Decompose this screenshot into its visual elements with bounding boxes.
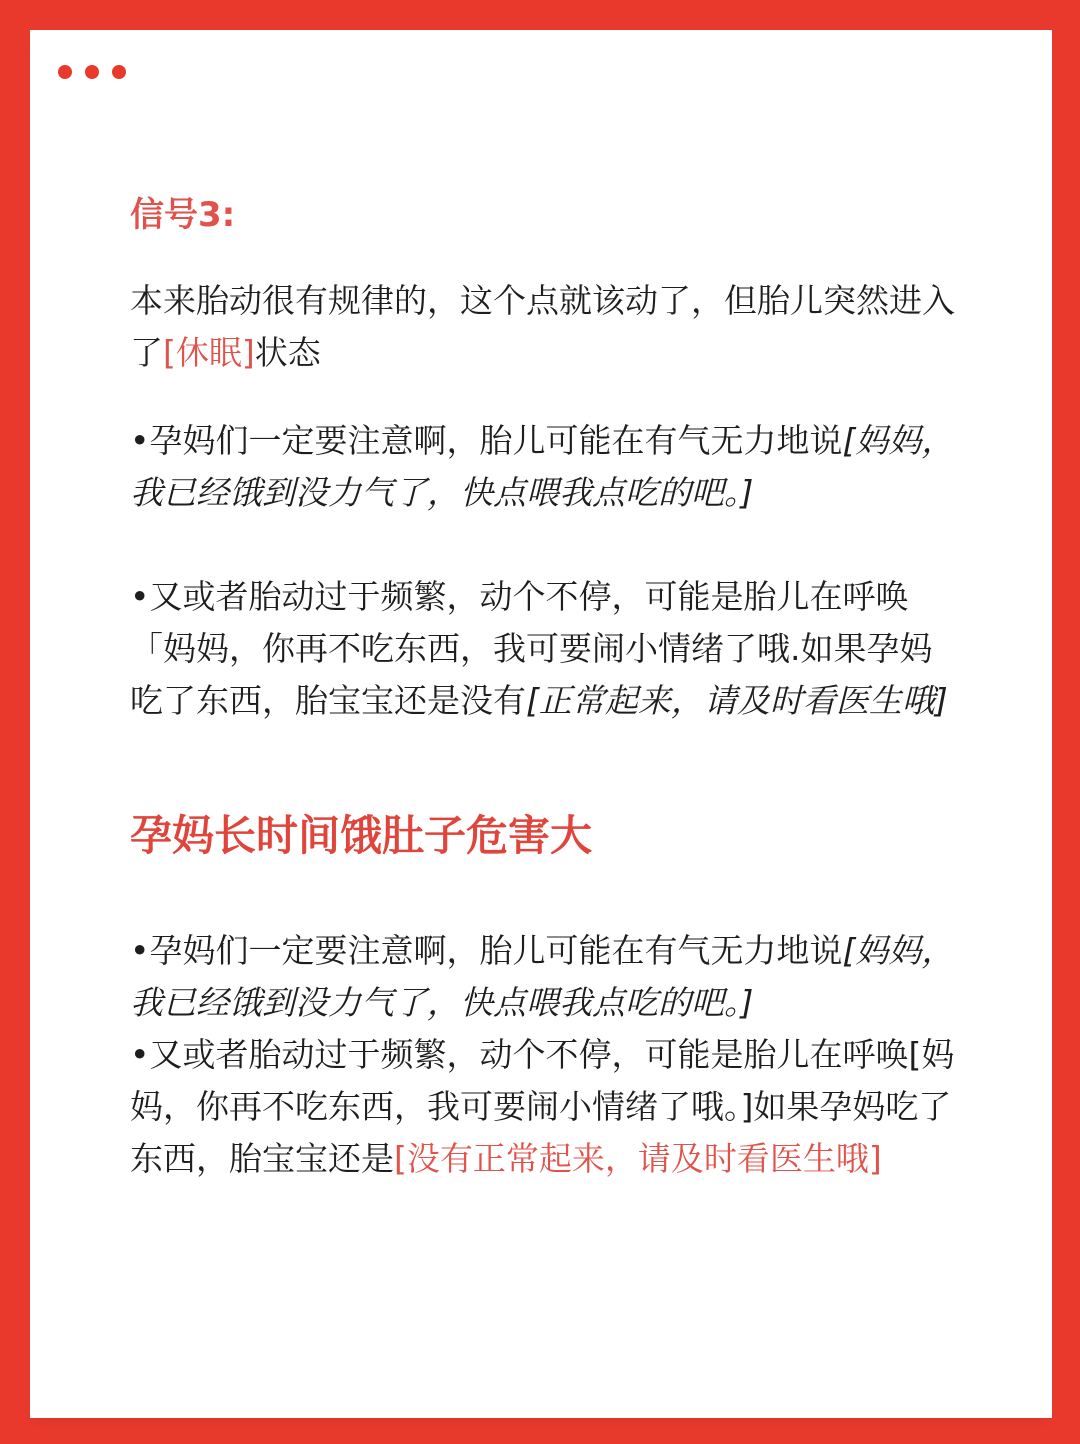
section-title: 孕妈长时间饿肚子危害大 bbox=[130, 811, 593, 860]
section-paragraph-1 bbox=[130, 925, 960, 1029]
highlight-text: [休眠] bbox=[163, 333, 255, 372]
highlight-text: [没有正常起来，请及时看医生哦] bbox=[394, 1139, 882, 1178]
signal-paragraph-3 bbox=[130, 571, 960, 727]
article-body bbox=[130, 195, 960, 1185]
italic-quote: [妈妈，我已经饿到没力气了，快点喂我点吃的吧。] bbox=[130, 931, 955, 1022]
italic-quote: [妈妈，我已经饿到没力气了，快点喂我点吃的吧。] bbox=[130, 421, 955, 512]
dot-icon bbox=[112, 65, 126, 79]
italic-quote: [正常起来，请及时看医生哦] bbox=[526, 681, 948, 720]
signal-heading: 信号3: bbox=[130, 195, 236, 235]
text-run: 状态 bbox=[254, 333, 321, 372]
text-run: •孕妈们一定要注意啊，胎儿可能在有气无力地说 bbox=[130, 421, 843, 460]
text-run: •又或者胎动过于频繁，动个不停，可能是胎儿在呼唤[妈妈，你再不吃东西，我可要闹小情绪了哦。]如果孕妈吃了东西，胎宝宝还是 bbox=[130, 1035, 955, 1178]
dot-icon bbox=[58, 65, 72, 79]
signal-paragraph-1 bbox=[130, 275, 960, 379]
dot-icon bbox=[85, 65, 99, 79]
content-card bbox=[30, 30, 1052, 1418]
text-run: 本来胎动很有规律的，这个点就该动了，但胎儿突然进入了 bbox=[130, 281, 955, 372]
signal-paragraph-2 bbox=[130, 415, 960, 519]
text-run: •又或者胎动过于频繁，动个不停，可能是胎儿在呼唤「妈妈，你再不吃东西，我可要闹小情绪了哦.如果孕妈吃了东西，胎宝宝还是没有 bbox=[130, 577, 933, 720]
window-dots bbox=[58, 65, 126, 79]
section-paragraph-2 bbox=[130, 1029, 960, 1185]
text-run: •孕妈们一定要注意啊，胎儿可能在有气无力地说 bbox=[130, 931, 843, 970]
